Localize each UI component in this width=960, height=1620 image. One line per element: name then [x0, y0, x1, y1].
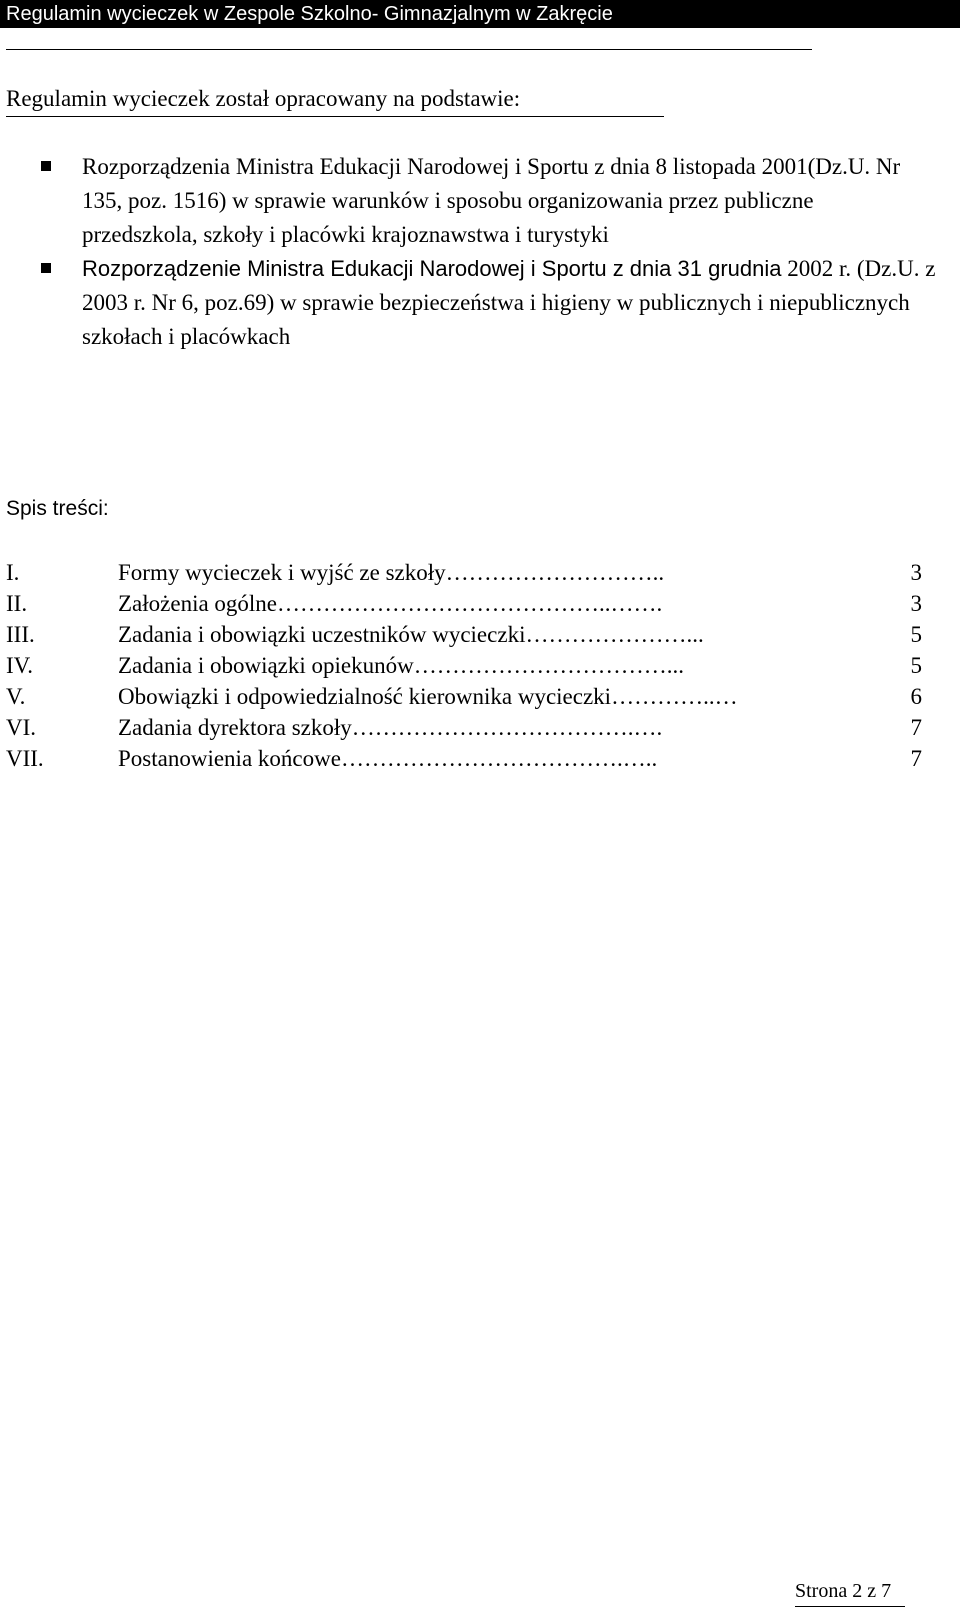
toc-entry-page: 3	[910, 560, 922, 585]
square-bullet-icon	[41, 263, 51, 273]
list-item	[0, 252, 952, 354]
toc-entry[interactable]	[6, 712, 922, 743]
toc-entry[interactable]	[6, 619, 922, 650]
header-divider	[6, 49, 812, 50]
running-header	[0, 0, 960, 28]
toc-entry[interactable]	[6, 650, 922, 681]
toc-entry-number: III.	[6, 622, 35, 647]
toc-dot-leader: ……………………………….….	[351, 715, 663, 740]
toc-entry-page: 7	[910, 746, 922, 771]
toc-entry-number: VI.	[6, 715, 37, 740]
toc-entry-page: 5	[910, 622, 922, 647]
table-of-contents	[6, 557, 922, 774]
list-item-text-serif: 2002 r. (Dz.U. z 2003 r. Nr 6, poz.69) w sprawie bezpieczeństwa i higieny w publicznych i niepublicznych szkołach i placówkach	[82, 256, 936, 349]
toc-dot-leader: ………………………..	[445, 560, 665, 585]
toc-entry-page: 6	[910, 684, 922, 709]
toc-heading: Spis treści:	[6, 497, 109, 520]
toc-entry-title: Zadania i obowiązki opiekunów	[118, 653, 414, 678]
toc-entry-title: Zadania dyrektora szkoły	[118, 715, 352, 740]
intro-line: Regulamin wycieczek został opracowany na podstawie:	[6, 86, 521, 111]
toc-entry-title: Zadania i obowiązki uczestników wycieczki	[118, 622, 526, 647]
toc-dot-leader: …………………...	[525, 622, 704, 647]
toc-entry-number: IV.	[6, 653, 34, 678]
toc-entry-title: Postanowienia końcowe	[118, 746, 341, 771]
toc-dot-leader: ……………………………….…..	[340, 746, 658, 771]
toc-entry[interactable]	[6, 588, 922, 619]
toc-entry-page: 5	[910, 653, 922, 678]
toc-entry-number: I.	[6, 560, 20, 585]
toc-entry-title: Formy wycieczek i wyjść ze szkoły	[118, 560, 446, 585]
document-title: Regulamin wycieczek w Zespole Szkolno- Gimnazjalnym w Zakręcie	[6, 3, 613, 25]
list-item	[0, 150, 912, 252]
list-item-text-sans: Rozporządzenie Ministra Edukacji Narodowej i Sportu z dnia 31 grudnia	[82, 256, 782, 281]
toc-entry-page: 3	[910, 591, 922, 616]
toc-entry-number: VII.	[6, 746, 44, 771]
toc-entry-title: Obowiązki i odpowiedzialność kierownika wycieczki	[118, 684, 612, 709]
toc-entry-number: V.	[6, 684, 26, 709]
footer-divider	[795, 1606, 905, 1607]
page-number: Strona 2 z 7	[795, 1580, 892, 1602]
toc-entry-page: 7	[910, 715, 922, 740]
toc-entry[interactable]	[6, 743, 922, 774]
toc-entry-number: II.	[6, 591, 28, 616]
toc-dot-leader: …………..…	[611, 684, 738, 709]
intro-underline	[6, 116, 664, 117]
list-item-text: Rozporządzenia Ministra Edukacji Narodowej i Sportu z dnia 8 listopada 2001(Dz.U. Nr 135, poz. 1516) w sprawie warunków i sposobu organizowania przez publiczne przedszkola, szkoły i placówki krajoznawstwa i turystyki	[82, 154, 901, 247]
square-bullet-icon	[41, 161, 51, 171]
toc-entry[interactable]	[6, 557, 922, 588]
toc-dot-leader: ……………………………...	[413, 653, 684, 678]
toc-entry[interactable]	[6, 681, 922, 712]
legal-basis-list	[0, 150, 960, 354]
toc-entry-title: Założenia ogólne	[118, 591, 278, 616]
toc-dot-leader: ……………………………………..…….	[277, 591, 663, 616]
